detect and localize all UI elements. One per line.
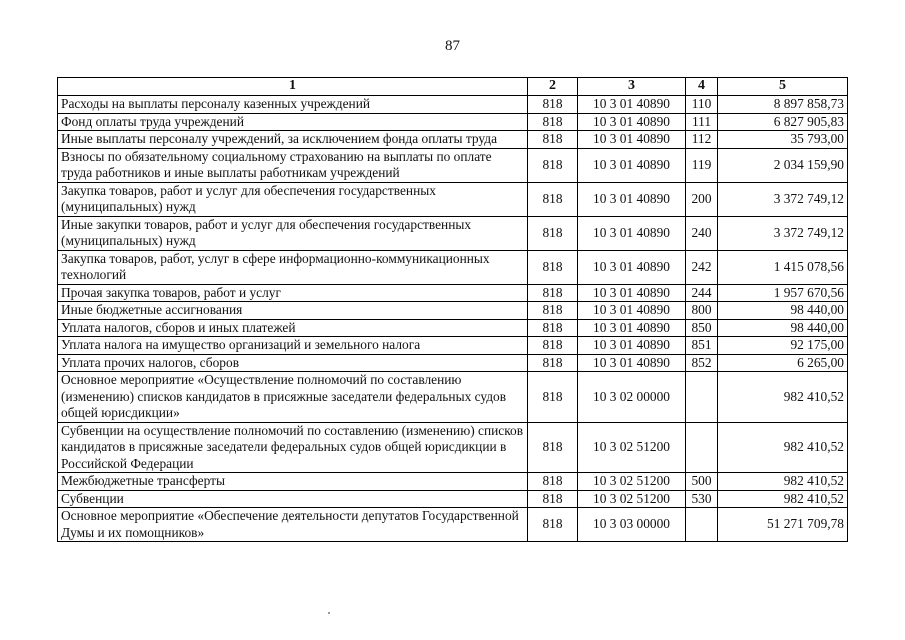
header-col-4: 4 xyxy=(686,78,718,96)
cell-target-article-code: 10 3 02 00000 xyxy=(578,372,686,423)
cell-department-code: 818 xyxy=(528,422,578,473)
cell-name: Иные бюджетные ассигнования xyxy=(58,302,528,320)
cell-department-code: 818 xyxy=(528,473,578,491)
cell-name: Субвенции xyxy=(58,490,528,508)
table-row xyxy=(58,113,848,131)
header-col-1: 1 xyxy=(58,78,528,96)
cell-name: Фонд оплаты труда учреждений xyxy=(58,113,528,131)
cell-name: Иные закупки товаров, работ и услуг для обеспечения государственных (муниципальных) нужд xyxy=(58,216,528,250)
scan-speck xyxy=(328,612,330,614)
cell-expense-type-code xyxy=(686,508,718,542)
cell-target-article-code: 10 3 02 51200 xyxy=(578,473,686,491)
cell-expense-type-code: 112 xyxy=(686,131,718,149)
cell-department-code: 818 xyxy=(528,182,578,216)
cell-expense-type-code xyxy=(686,372,718,423)
table-row xyxy=(58,131,848,149)
cell-department-code: 818 xyxy=(528,354,578,372)
page-number: 87 xyxy=(445,38,460,54)
cell-target-article-code: 10 3 01 40890 xyxy=(578,216,686,250)
cell-department-code: 818 xyxy=(528,284,578,302)
cell-name: Уплата налога на имущество организаций и земельного налога xyxy=(58,337,528,355)
cell-name: Уплата прочих налогов, сборов xyxy=(58,354,528,372)
cell-target-article-code: 10 3 01 40890 xyxy=(578,131,686,149)
table-row xyxy=(58,508,848,542)
cell-name: Уплата налогов, сборов и иных платежей xyxy=(58,319,528,337)
cell-expense-type-code: 800 xyxy=(686,302,718,320)
cell-expense-type-code: 530 xyxy=(686,490,718,508)
budget-table xyxy=(57,77,848,542)
cell-target-article-code: 10 3 01 40890 xyxy=(578,148,686,182)
cell-department-code: 818 xyxy=(528,148,578,182)
cell-name: Закупка товаров, работ, услуг в сфере информационно-коммуникационных технологий xyxy=(58,250,528,284)
cell-amount: 982 410,52 xyxy=(718,473,848,491)
table-header-row xyxy=(58,78,848,96)
cell-amount: 2 034 159,90 xyxy=(718,148,848,182)
cell-amount: 98 440,00 xyxy=(718,302,848,320)
cell-expense-type-code: 200 xyxy=(686,182,718,216)
cell-amount: 6 265,00 xyxy=(718,354,848,372)
header-col-2: 2 xyxy=(528,78,578,96)
cell-department-code: 818 xyxy=(528,508,578,542)
cell-expense-type-code: 850 xyxy=(686,319,718,337)
cell-amount: 1 957 670,56 xyxy=(718,284,848,302)
cell-department-code: 818 xyxy=(528,302,578,320)
cell-expense-type-code: 852 xyxy=(686,354,718,372)
cell-department-code: 818 xyxy=(528,216,578,250)
header-col-5: 5 xyxy=(718,78,848,96)
cell-expense-type-code: 111 xyxy=(686,113,718,131)
cell-department-code: 818 xyxy=(528,250,578,284)
cell-amount: 982 410,52 xyxy=(718,490,848,508)
cell-amount: 3 372 749,12 xyxy=(718,216,848,250)
cell-target-article-code: 10 3 03 00000 xyxy=(578,508,686,542)
cell-target-article-code: 10 3 01 40890 xyxy=(578,284,686,302)
cell-amount: 3 372 749,12 xyxy=(718,182,848,216)
cell-target-article-code: 10 3 01 40890 xyxy=(578,302,686,320)
cell-amount: 6 827 905,83 xyxy=(718,113,848,131)
cell-target-article-code: 10 3 02 51200 xyxy=(578,490,686,508)
table-row xyxy=(58,422,848,473)
cell-target-article-code: 10 3 01 40890 xyxy=(578,250,686,284)
cell-amount: 982 410,52 xyxy=(718,422,848,473)
table-row xyxy=(58,250,848,284)
table-row xyxy=(58,490,848,508)
header-col-3: 3 xyxy=(578,78,686,96)
cell-expense-type-code xyxy=(686,422,718,473)
cell-department-code: 818 xyxy=(528,337,578,355)
cell-name: Иные выплаты персоналу учреждений, за исключением фонда оплаты труда xyxy=(58,131,528,149)
table-row xyxy=(58,284,848,302)
cell-department-code: 818 xyxy=(528,319,578,337)
cell-department-code: 818 xyxy=(528,131,578,149)
cell-name: Субвенции на осуществление полномочий по составлению (изменению) списков кандидатов в присяжные заседатели федеральных судов общей юрисдикции в Российской Федерации xyxy=(58,422,528,473)
cell-amount: 8 897 858,73 xyxy=(718,96,848,114)
table-row xyxy=(58,372,848,423)
cell-target-article-code: 10 3 02 51200 xyxy=(578,422,686,473)
table-row xyxy=(58,148,848,182)
cell-department-code: 818 xyxy=(528,113,578,131)
cell-amount: 1 415 078,56 xyxy=(718,250,848,284)
cell-amount: 982 410,52 xyxy=(718,372,848,423)
cell-expense-type-code: 500 xyxy=(686,473,718,491)
cell-target-article-code: 10 3 01 40890 xyxy=(578,319,686,337)
cell-name: Межбюджетные трансферты xyxy=(58,473,528,491)
cell-name: Прочая закупка товаров, работ и услуг xyxy=(58,284,528,302)
table-row xyxy=(58,337,848,355)
cell-department-code: 818 xyxy=(528,96,578,114)
cell-department-code: 818 xyxy=(528,372,578,423)
table-row xyxy=(58,96,848,114)
cell-expense-type-code: 240 xyxy=(686,216,718,250)
table-row xyxy=(58,319,848,337)
cell-name: Взносы по обязательному социальному страхованию на выплаты по оплате труда работников и иные выплаты работникам учреждений xyxy=(58,148,528,182)
cell-target-article-code: 10 3 01 40890 xyxy=(578,354,686,372)
cell-expense-type-code: 244 xyxy=(686,284,718,302)
cell-target-article-code: 10 3 01 40890 xyxy=(578,182,686,216)
table-row xyxy=(58,216,848,250)
cell-target-article-code: 10 3 01 40890 xyxy=(578,96,686,114)
table-row xyxy=(58,302,848,320)
cell-name: Основное мероприятие «Осуществление полномочий по составлению (изменению) списков кандидатов в присяжные заседатели федеральных судов общей юрисдикции» xyxy=(58,372,528,423)
cell-amount: 35 793,00 xyxy=(718,131,848,149)
cell-amount: 92 175,00 xyxy=(718,337,848,355)
cell-expense-type-code: 110 xyxy=(686,96,718,114)
cell-amount: 98 440,00 xyxy=(718,319,848,337)
cell-name: Закупка товаров, работ и услуг для обеспечения государственных (муниципальных) нужд xyxy=(58,182,528,216)
cell-name: Расходы на выплаты персоналу казенных учреждений xyxy=(58,96,528,114)
cell-target-article-code: 10 3 01 40890 xyxy=(578,337,686,355)
table-row xyxy=(58,182,848,216)
cell-name: Основное мероприятие «Обеспечение деятельности депутатов Государственной Думы и их помощников» xyxy=(58,508,528,542)
cell-expense-type-code: 242 xyxy=(686,250,718,284)
cell-expense-type-code: 119 xyxy=(686,148,718,182)
cell-target-article-code: 10 3 01 40890 xyxy=(578,113,686,131)
cell-amount: 51 271 709,78 xyxy=(718,508,848,542)
cell-expense-type-code: 851 xyxy=(686,337,718,355)
table-row xyxy=(58,354,848,372)
cell-department-code: 818 xyxy=(528,490,578,508)
table-row xyxy=(58,473,848,491)
